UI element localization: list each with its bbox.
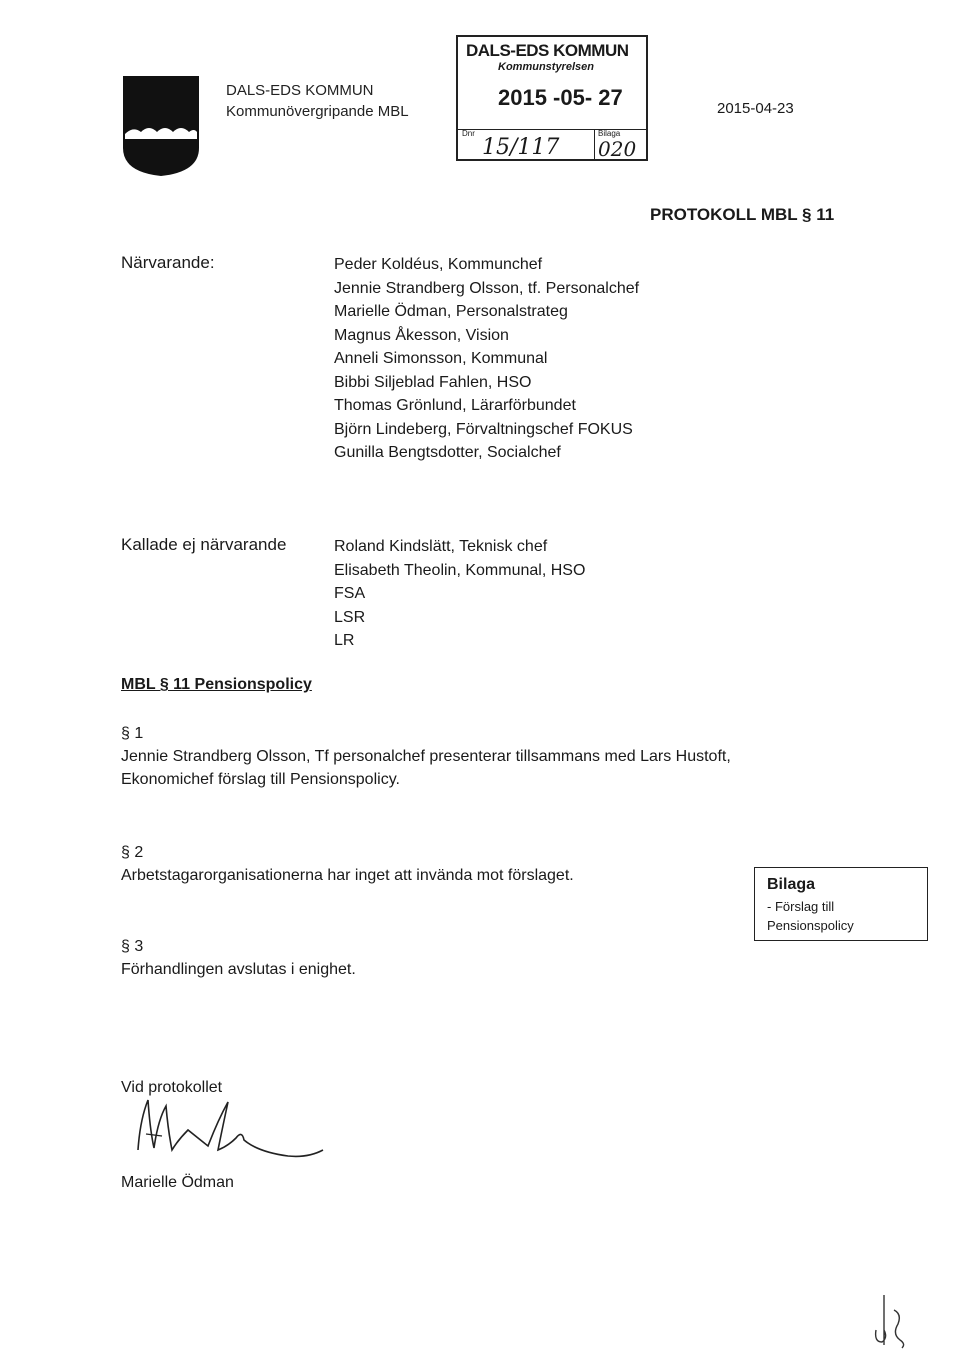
signature-label: Vid protokollet — [121, 1079, 223, 1096]
paragraph-1-heading: § 1 — [121, 725, 144, 742]
stamp-organization: DALS-EDS KOMMUN — [466, 41, 629, 60]
list-item: Marielle Ödman, Personalstrateg — [334, 303, 568, 320]
paragraph-1-line-2: Ekonomichef förslag till Pensionspolicy. — [121, 771, 400, 788]
stamp-column-divider — [594, 129, 595, 159]
paragraph-2 — [121, 841, 574, 887]
paragraph-1-line-1: Jennie Strandberg Olsson, Tf personalchef presenterar tillsammans med Lars Hustoft, — [121, 748, 731, 765]
present-list — [334, 253, 639, 465]
protocol-title: PROTOKOLL MBL § 11 — [650, 205, 835, 224]
attachment-line-2: Pensionspolicy — [767, 918, 854, 933]
organization-name: DALS-EDS KOMMUN — [226, 82, 374, 99]
document-date: 2015-04-23 — [717, 100, 794, 117]
stamp-bilaga-label: Bilaga — [598, 129, 621, 138]
list-item: Elisabeth Theolin, Kommunal, HSO — [334, 561, 586, 579]
paragraph-2-heading: § 2 — [121, 844, 144, 861]
list-item: Magnus Åkesson, Vision — [334, 326, 509, 344]
stamp-dnr-label: Dnr — [462, 129, 475, 138]
attachment-line-1: - Förslag till — [767, 899, 835, 914]
list-item: Peder Koldéus, Kommunchef — [334, 256, 543, 273]
organization-department: Kommunövergripande MBL — [226, 103, 409, 120]
list-item: LSR — [334, 608, 366, 626]
attachment-box — [754, 867, 928, 941]
stamp-dnr-value: 15/117 — [482, 135, 560, 160]
stamp-department: Kommunstyrelsen — [498, 61, 594, 73]
handwritten-signature — [118, 1090, 338, 1170]
stamp-date: 2015 -05- 27 — [498, 85, 623, 110]
present-label: Närvarande: — [121, 253, 215, 272]
list-item: Anneli Simonsson, Kommunal — [334, 350, 548, 367]
list-item: Björn Lindeberg, Förvaltningschef FOKUS — [334, 420, 633, 438]
list-item: Thomas Grönlund, Lärarförbundet — [334, 397, 576, 414]
list-item: LR — [334, 632, 355, 649]
list-item: Jennie Strandberg Olsson, tf. Personalchef — [334, 279, 640, 297]
list-item: Gunilla Bengtsdotter, Socialchef — [334, 444, 561, 461]
paragraph-1 — [121, 722, 731, 791]
municipal-coat-of-arms-logo — [123, 76, 199, 176]
paragraph-3-text: Förhandlingen avslutas i enighet. — [121, 961, 356, 978]
list-item: Roland Kindslätt, Teknisk chef — [334, 538, 548, 555]
list-item: Bibbi Siljeblad Fahlen, HSO — [334, 373, 532, 391]
attachment-heading: Bilaga — [767, 876, 816, 893]
organization-header — [226, 80, 409, 122]
paragraph-3-heading: § 3 — [121, 938, 144, 955]
list-item: FSA — [334, 585, 366, 602]
section-title: MBL § 11 Pensionspolicy — [121, 676, 312, 693]
received-stamp — [456, 35, 648, 161]
signatory-name: Marielle Ödman — [121, 1174, 234, 1191]
handwritten-initials — [870, 1290, 910, 1350]
absent-list — [334, 535, 585, 653]
stamp-bilaga-value: 020 — [598, 137, 637, 161]
paragraph-3 — [121, 935, 356, 981]
absent-label: Kallade ej närvarande — [121, 535, 287, 554]
paragraph-2-text: Arbetstagarorganisationerna har inget att invända mot förslaget. — [121, 867, 574, 884]
